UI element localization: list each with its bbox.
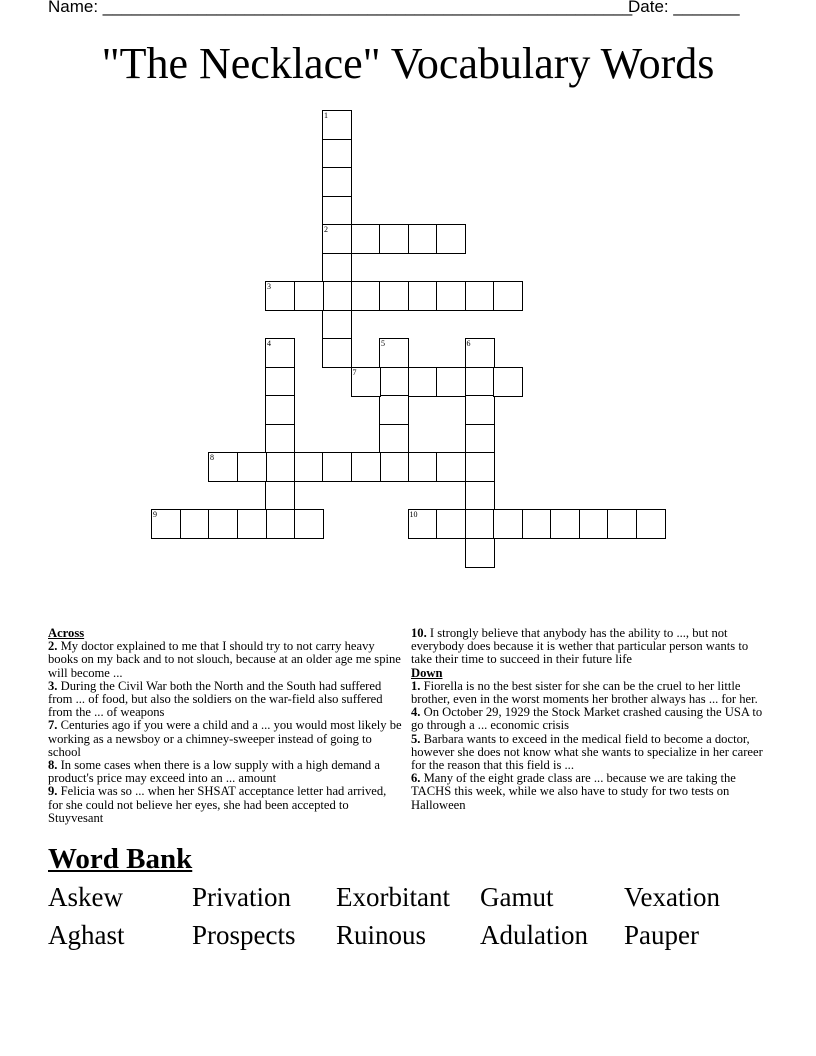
- grid-cell[interactable]: [351, 281, 381, 311]
- clue-number: 9: [153, 510, 157, 519]
- grid-cell[interactable]: [408, 452, 438, 482]
- clue-text: Barbara wants to exceed in the medical field to become a doctor, however she does not know what she wants to specialize in her career for the reason that this field is ...: [411, 731, 763, 773]
- grid-cell[interactable]: [294, 281, 324, 311]
- clue-number: 10: [409, 510, 418, 519]
- clue-text: Fiorella is no the best sister for she can be the cruel to her little brother, even in the worst moments her brother always has ... for her.: [411, 678, 758, 707]
- grid-cell[interactable]: [436, 509, 466, 539]
- clue: [48, 719, 404, 759]
- grid-cell[interactable]: [379, 281, 409, 311]
- grid-cell[interactable]: [465, 538, 495, 568]
- clue-num: 3.: [48, 678, 58, 693]
- grid-cell[interactable]: [322, 310, 352, 340]
- grid-cell[interactable]: [379, 338, 409, 368]
- clue-number: 6: [466, 339, 471, 348]
- grid-cell[interactable]: [151, 509, 181, 539]
- grid-cell[interactable]: [579, 509, 609, 539]
- clue: [48, 759, 404, 785]
- grid-cell[interactable]: [408, 509, 438, 539]
- word-bank-item: Prospects: [192, 920, 296, 950]
- grid-cell[interactable]: [265, 367, 295, 397]
- clue-number: 2: [324, 225, 328, 234]
- word-bank-item: Exorbitant: [336, 882, 450, 912]
- grid-cell[interactable]: [265, 509, 295, 539]
- down-clues: [411, 627, 771, 812]
- clue-text: Many of the eight grade class are ... because we are taking the TACHS this week, while we also have to study for two tests on Halloween: [411, 771, 736, 812]
- clue-text: Centuries ago if you were a child and a ... you would most likely be working as a newsboy or a chimney-sweeper instead of going to school: [48, 718, 402, 759]
- grid-cell[interactable]: [322, 338, 352, 368]
- clue: [411, 627, 771, 667]
- grid-cell[interactable]: [322, 281, 352, 311]
- page-title: "The Necklace" Vocabulary Words: [101, 39, 715, 88]
- grid-cell[interactable]: [522, 509, 552, 539]
- word-bank-item: Ruinous: [336, 920, 427, 950]
- grid-cell[interactable]: [465, 509, 495, 539]
- grid-cell[interactable]: [436, 224, 466, 254]
- grid-cell[interactable]: [636, 509, 666, 539]
- clue-text: During the Civil War both the North and the South had suffered from ... of food, but also the soldiers on the war-field also suffered from the ... of weapons: [48, 678, 383, 720]
- grid-cell[interactable]: [265, 281, 295, 311]
- grid-cell[interactable]: [322, 167, 352, 197]
- grid-cell[interactable]: [351, 367, 381, 397]
- grid-cell[interactable]: [322, 139, 352, 169]
- grid-cell[interactable]: [436, 367, 466, 397]
- word-bank-item: Vexation: [624, 882, 720, 912]
- grid-cell[interactable]: [322, 253, 352, 283]
- clue-number: 1: [324, 111, 328, 120]
- grid-cell[interactable]: [607, 509, 637, 539]
- grid-cell[interactable]: [379, 395, 409, 425]
- clue-text: In some cases when there is a low supply with a high demand a product's price may exceed into an ... amount: [48, 758, 380, 786]
- clue-number: 5: [381, 339, 385, 348]
- grid-cell[interactable]: [351, 452, 381, 482]
- word-bank-item: Askew: [48, 882, 123, 912]
- grid-cell[interactable]: [465, 367, 495, 397]
- clue-number: 7: [352, 367, 357, 377]
- grid-cell[interactable]: [208, 452, 238, 482]
- clue-num: 2.: [48, 639, 58, 654]
- clue: [48, 680, 404, 720]
- grid-cell[interactable]: [493, 281, 523, 311]
- name-line: Name: ________________________________________________________: [48, 0, 633, 16]
- grid-cell[interactable]: [465, 452, 495, 482]
- grid-cell[interactable]: [379, 224, 409, 254]
- clue-num: 5.: [411, 731, 421, 746]
- clue: [411, 680, 771, 706]
- grid-cell[interactable]: [180, 509, 210, 539]
- grid-cell[interactable]: [351, 224, 381, 254]
- clue-num: 9.: [48, 784, 58, 799]
- grid-cell[interactable]: [322, 452, 352, 482]
- grid-cell[interactable]: [465, 481, 495, 511]
- grid-cell[interactable]: [208, 509, 238, 539]
- clue: [48, 785, 404, 825]
- clue-text: On October 29, 1929 the Stock Market crashed causing the USA to go through a ... economic crisis: [411, 705, 763, 733]
- word-bank-title: Word Bank: [48, 843, 193, 875]
- grid-cell[interactable]: [550, 509, 580, 539]
- grid-cell[interactable]: [493, 509, 523, 539]
- grid-cell[interactable]: [322, 110, 352, 140]
- grid-cell[interactable]: [436, 281, 466, 311]
- clue-num: 8.: [48, 758, 58, 773]
- grid-cell[interactable]: [408, 367, 438, 397]
- clue: [411, 772, 771, 812]
- grid-cell[interactable]: [465, 424, 495, 454]
- clue-text: Felicia was so ... when her SHSAT acceptance letter had arrived, for she could not believe her eyes, she had been accepted to Stuyvesant: [48, 784, 387, 825]
- grid-cell[interactable]: [465, 395, 495, 425]
- grid-cell[interactable]: [265, 338, 295, 368]
- clue-number: 3: [267, 282, 271, 291]
- clue: [48, 640, 404, 680]
- grid-cell[interactable]: [265, 452, 295, 482]
- grid-cell[interactable]: [322, 224, 352, 254]
- clue-num: 10.: [411, 626, 427, 640]
- grid-cell[interactable]: [237, 509, 267, 539]
- grid-cell[interactable]: [493, 367, 523, 397]
- word-bank-item: Pauper: [624, 920, 699, 950]
- clue-number: 4: [267, 339, 271, 348]
- grid-cell[interactable]: [379, 367, 409, 397]
- date-line: Date: _______: [628, 0, 740, 16]
- word-bank-item: Aghast: [48, 920, 125, 950]
- clue-num: 4.: [411, 705, 421, 720]
- grid-cell[interactable]: [379, 424, 409, 454]
- grid-cell[interactable]: [294, 509, 324, 539]
- word-bank-item: Gamut: [480, 882, 554, 912]
- clue-num: 7.: [48, 718, 58, 733]
- grid-cell[interactable]: [322, 196, 352, 226]
- grid-cell[interactable]: [465, 338, 495, 368]
- clue-text: My doctor explained to me that I should try to not carry heavy books on my back and to not slouch, because at an older age me spine will become ...: [48, 639, 401, 680]
- clue: [411, 706, 771, 732]
- word-bank-item: Adulation: [480, 920, 588, 950]
- grid-cell[interactable]: [265, 395, 295, 425]
- grid-cell[interactable]: [265, 424, 295, 454]
- grid-cell[interactable]: [294, 452, 324, 482]
- grid-cell[interactable]: [265, 481, 295, 511]
- clue-text: I strongly believe that anybody has the ability to ..., but not everybody does because it is wether that particular person wants to take their time to succeed in their future life: [411, 626, 749, 667]
- clue-number: 8: [210, 453, 214, 462]
- across-clues: [48, 627, 404, 825]
- across-heading: Across: [48, 626, 85, 640]
- grid-cell[interactable]: [408, 281, 438, 311]
- down-heading: Down: [411, 665, 443, 680]
- grid-cell[interactable]: [237, 452, 267, 482]
- grid-cell[interactable]: [408, 224, 438, 254]
- grid-cell[interactable]: [436, 452, 466, 482]
- clue: [411, 733, 771, 773]
- grid-cell[interactable]: [379, 452, 409, 482]
- clue-num: 1.: [411, 678, 421, 693]
- clue-num: 6.: [411, 771, 421, 786]
- word-bank-item: Privation: [192, 882, 291, 912]
- grid-cell[interactable]: [465, 281, 495, 311]
